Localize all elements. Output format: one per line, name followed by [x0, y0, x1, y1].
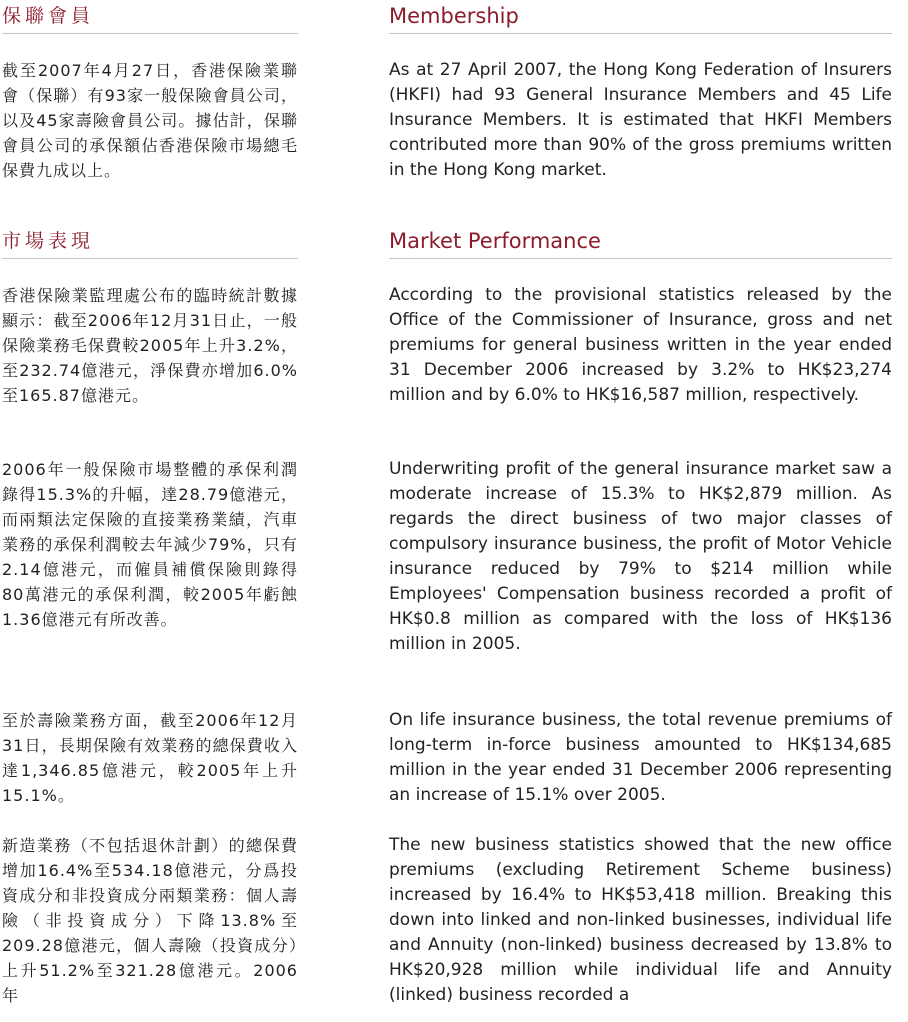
market-heading-en: Market Performance: [389, 229, 892, 259]
market-heading-zh: 市場表現: [2, 229, 298, 259]
membership-paragraph-zh: 截至2007年4月27日，香港保險業聯會（保聯）有93家一般保險會員公司，以及45家壽險會員公司。據估計，保聯會員公司的承保額佔香港保險市場總毛保費九成以上。: [2, 61, 298, 180]
membership-heading-en: Membership: [389, 4, 892, 34]
market-paragraph-4-en: The new business statistics showed that the new office premiums (excluding Retirement Scheme business) increased by 16.4% to HK$53,418 million. Breaking this down into linked and non-linked businesses, individual life and Annuity (non-linked) business decreased by 13.8% to HK$20,928 million while individual life and Annuity (linked) business recorded a: [389, 835, 892, 1005]
market-paragraph-2-zh: 2006年一般保險市場整體的承保利潤錄得15.3%的升幅，達28.79億港元，而兩類法定保險的直接業務業績，汽車業務的承保利潤較去年減少79%，只有2.14億港元，而僱員補償保險則錄得80萬港元的承保利潤，較2005年虧蝕1.36億港元有所改善。: [2, 460, 298, 629]
membership-paragraph-en: As at 27 April 2007, the Hong Kong Federation of Insurers (HKFI) had 93 General Insurance Members and 45 Life Insurance Members. It is estimated that HKFI Members contributed more than 90% of the gross premiums written in the Hong Kong market.: [389, 60, 892, 180]
market-paragraph-1-en: According to the provisional statistics released by the Office of the Commissioner of Insurance, gross and net premiums for general business written in the year ended 31 December 2006 increased by 3.2% to HK$23,274 million and by 6.0% to HK$16,587 million, respectively.: [389, 285, 892, 405]
market-paragraph-2-en: Underwriting profit of the general insurance market saw a moderate increase of 15.3% to HK$2,879 million. As regards the direct business of two major classes of compulsory insurance business, the profit of Motor Vehicle insurance reduced by 79% to $214 million while Employees' Compensation business recorded a profit of HK$0.8 million as compared with the loss of HK$136 million in 2005.: [389, 459, 892, 654]
membership-heading-zh: 保聯會員: [2, 4, 298, 34]
market-paragraph-1-zh: 香港保險業監理處公布的臨時統計數據顯示：截至2006年12月31日止，一般保險業務毛保費較2005年上升3.2%，至232.74億港元，淨保費亦增加6.0%至165.87億港元。: [2, 286, 298, 405]
market-paragraph-3-zh: 至於壽險業務方面，截至2006年12月31日，長期保險有效業務的總保費收入達1,346.85億港元，較2005年上升15.1%。: [2, 711, 298, 805]
market-paragraph-3-en: On life insurance business, the total revenue premiums of long-term in-force business amounted to HK$134,685 million in the year ended 31 December 2006 representing an increase of 15.1% over 2005.: [389, 710, 892, 805]
market-paragraph-4-zh: 新造業務（不包括退休計劃）的總保費增加16.4%至534.18億港元，分爲投資成分和非投資成分兩類業務：個人壽險（非投資成分）下降13.8%至209.28億港元，個人壽險（投資成分）上升51.2%至321.28億港元。2006年: [2, 836, 298, 1005]
